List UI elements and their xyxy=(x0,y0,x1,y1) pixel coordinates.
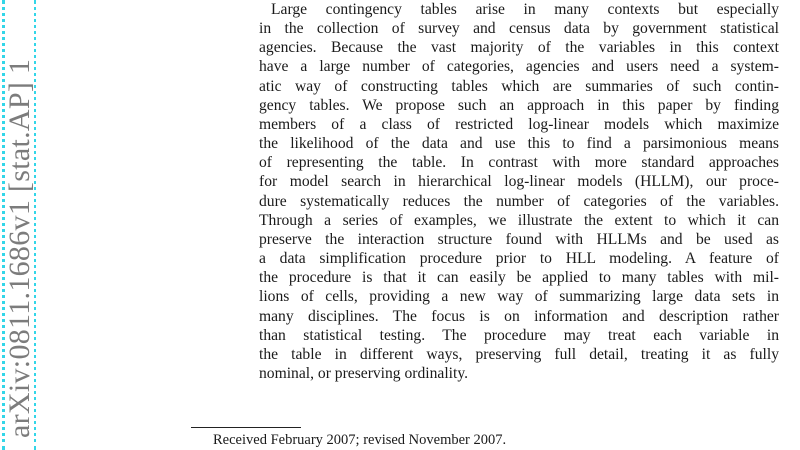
abstract-line: Through a series of examples, we illustrate the extent to which it can xyxy=(259,211,779,229)
abstract-line: the procedure is that it can easily be applied to many tables with mil- xyxy=(259,269,779,287)
abstract-line: lions of cells, providing a new way of summarizing large data sets in xyxy=(259,288,779,306)
abstract-line: gency tables. We propose such an approach in this paper by finding xyxy=(259,96,779,114)
abstract-line: nominal, or preserving ordinality. xyxy=(259,364,469,382)
abstract-line: than statistical testing. The procedure may treat each variable in xyxy=(259,326,779,344)
abstract-line: members of a class of restricted log-linear models which maximize xyxy=(259,115,779,133)
arxiv-watermark xyxy=(0,0,36,450)
abstract-line: dure systematically reduces the number of categories of the variables. xyxy=(259,192,779,210)
footnote-received-dates: Received February 2007; revised November 2007. xyxy=(213,432,507,448)
abstract-line: the table in different ways, preserving full detail, treating it as fully xyxy=(259,345,779,363)
abstract-line: Large contingency tables arise in many contexts but especially xyxy=(271,1,779,18)
abstract-line: for model search in hierarchical log-linear models (HLLM), our proce- xyxy=(259,173,779,191)
abstract-line: many disciplines. The focus is on information and description rather xyxy=(259,307,779,325)
abstract-paragraph xyxy=(259,0,779,383)
abstract-line: the likelihood of the data and use this to find a parsimonious means xyxy=(259,135,779,153)
abstract-line: atic way of constructing tables which are summaries of such contin- xyxy=(259,77,779,95)
abstract-line: a data simplification procedure prior to HLL modeling. A feature of xyxy=(259,250,779,268)
abstract-line: of representing the table. In contrast with more standard approaches xyxy=(259,154,779,172)
abstract-line: have a large number of categories, agencies and users need a system- xyxy=(259,58,779,76)
arxiv-identifier: arXiv:0811.1686v1 [stat.AP] 1 xyxy=(3,58,36,438)
abstract-line: in the collection of survey and census data by government statistical xyxy=(259,20,779,38)
abstract-line: agencies. Because the vast majority of the variables in this context xyxy=(259,39,779,57)
abstract-line: preserve the interaction structure found with HLLMs and be used as xyxy=(259,230,779,248)
footnote-rule xyxy=(191,427,301,428)
